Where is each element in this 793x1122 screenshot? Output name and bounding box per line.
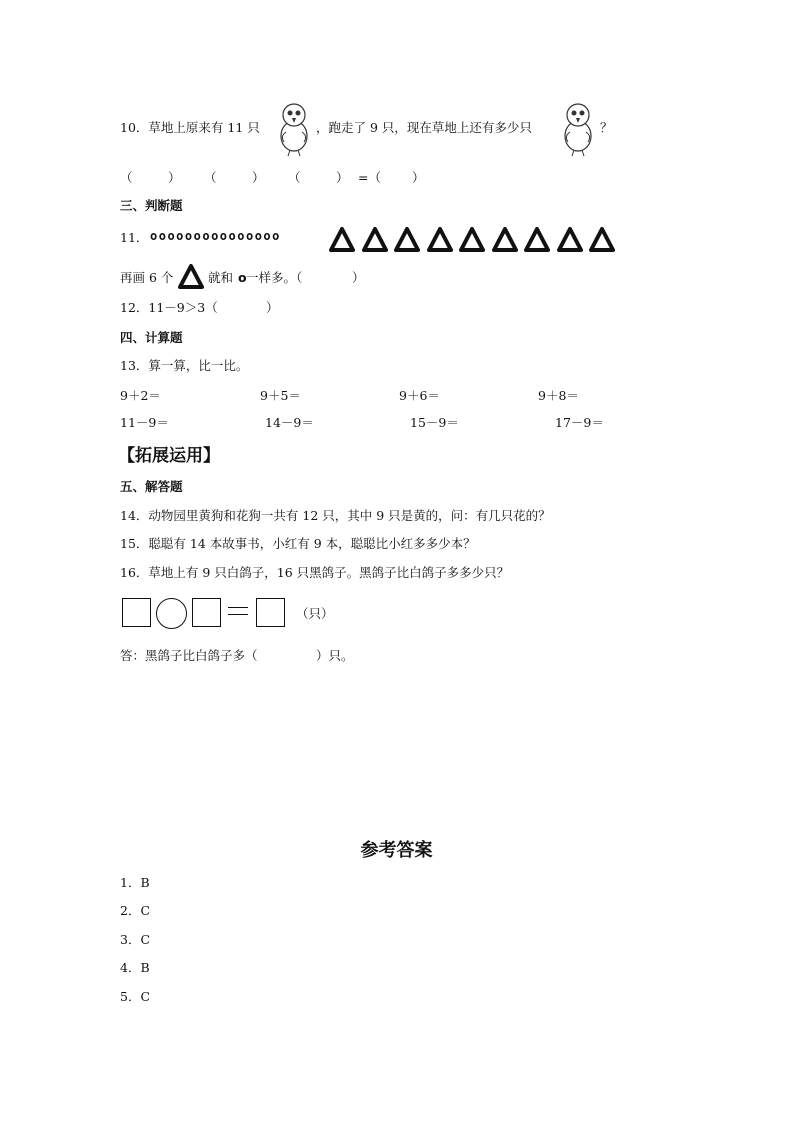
triangle-icon <box>589 226 615 252</box>
q10-text-c: ？ <box>600 120 613 135</box>
extension-title: 【拓展运用】 <box>118 446 220 466</box>
answer-box[interactable] <box>122 598 151 627</box>
answer-item: 5．C <box>120 989 151 1004</box>
circle-icon: o <box>238 270 247 285</box>
q13-text: 13．算一算，比一比。 <box>120 358 249 373</box>
q10-blank: （ <box>288 170 301 185</box>
q10-line <box>120 120 260 136</box>
q10-text-a: 10．草地上原来有 11 只 <box>120 120 260 135</box>
chick-icon <box>272 98 316 158</box>
q10-blank: （ <box>120 170 133 185</box>
triangle-icon <box>362 226 388 252</box>
section-title-answer: 五、解答题 <box>120 479 183 494</box>
q11-circles: ooooooooooooooo <box>150 229 281 243</box>
calc-item: 9＋5＝ <box>260 388 301 403</box>
q11-line2-d: ） <box>352 270 365 285</box>
q10-blank: ） <box>252 170 265 185</box>
q10-blank: ） <box>336 170 349 185</box>
q10-blank: ） <box>412 170 425 185</box>
q11-prefix: 11． <box>120 230 149 245</box>
answers-title: 参考答案 <box>360 840 433 861</box>
q14-text: 14．动物园里黄狗和花狗一共有 12 只，其中 9 只是黄的，问：有几只花的？ <box>120 508 551 523</box>
triangle-icon <box>459 226 485 252</box>
calc-item: 15－9＝ <box>410 415 459 430</box>
q11-line2-b: 就和 <box>208 270 234 285</box>
q11-triangles <box>329 226 615 252</box>
triangle-icon <box>329 226 355 252</box>
unit-label: （只） <box>296 606 334 621</box>
calc-item: 9＋6＝ <box>399 388 440 403</box>
answer-item: 3．C <box>120 932 151 947</box>
calc-item: 11－9＝ <box>120 415 169 430</box>
q10-blank: （ <box>204 170 217 185</box>
q10-text-b: ，跑走了 9 只，现在草地上还有多少只 <box>316 120 532 135</box>
q16-answer-a: 答：黑鸽子比白鸽子多（ <box>120 648 258 663</box>
calc-item: 17－9＝ <box>555 415 604 430</box>
triangle-icon <box>394 226 420 252</box>
q12-close: ） <box>266 300 279 315</box>
answer-item: 4．B <box>120 960 150 975</box>
q16-text: 16．草地上有 9 只白鸽子，16 只黑鸽子。黑鸽子比白鸽子多多少只？ <box>120 565 510 580</box>
answer-item: 1．B <box>120 875 150 890</box>
triangle-icon <box>557 226 583 252</box>
answer-item: 2．C <box>120 903 151 918</box>
triangle-icon <box>524 226 550 252</box>
q11-line2-c: 一样多。（ <box>246 270 303 285</box>
q15-text: 15．聪聪有 14 本故事书，小红有 9 本，聪聪比小红多多少本？ <box>120 536 476 551</box>
q12-text: 12．11－9＞3（ <box>120 300 218 315</box>
triangle-icon <box>178 263 204 289</box>
equals-line <box>228 607 248 608</box>
q10-blank: ） <box>168 170 181 185</box>
chick-icon <box>556 98 600 158</box>
calc-item: 9＋2＝ <box>120 388 161 403</box>
answer-box[interactable] <box>256 598 285 627</box>
calc-item: 9＋8＝ <box>538 388 579 403</box>
q10-blank: =（ <box>358 170 381 185</box>
q16-answer-b: ）只。 <box>316 648 354 663</box>
section-title-judgment: 三、判断题 <box>120 198 183 213</box>
triangle-icon <box>492 226 518 252</box>
calc-item: 14－9＝ <box>265 415 314 430</box>
equals-line <box>228 614 248 615</box>
section-title-calc: 四、计算题 <box>120 330 183 345</box>
operator-circle[interactable] <box>156 598 187 629</box>
q11-line2-a: 再画 6 个 <box>120 270 174 285</box>
answer-box[interactable] <box>192 598 221 627</box>
triangle-icon <box>427 226 453 252</box>
